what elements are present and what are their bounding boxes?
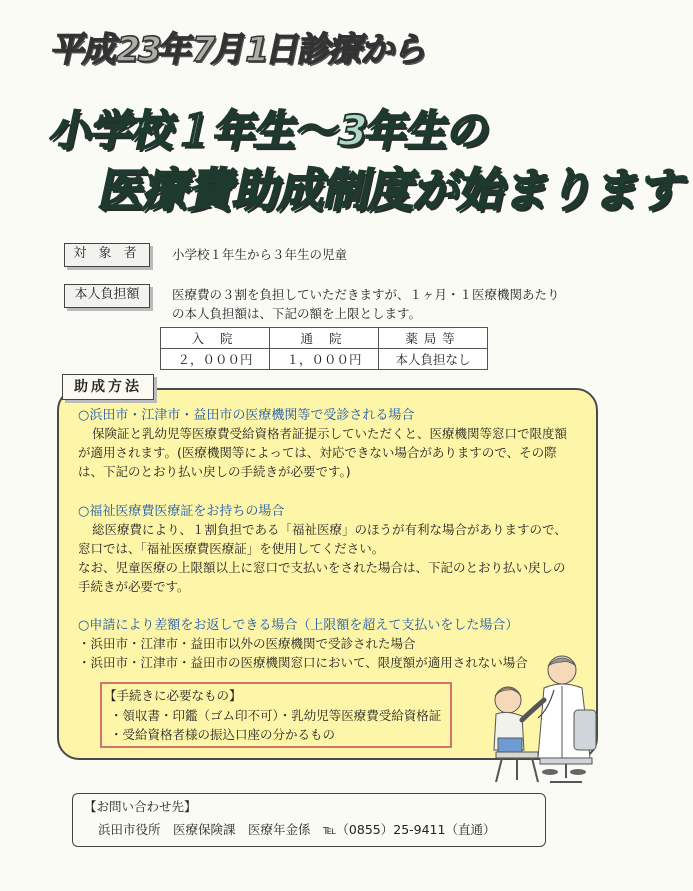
- section-2-line-3: なお、児童医療の上限額以上に窓口で支払いをされた場合は、下記のとおり払い戻しの: [78, 560, 566, 575]
- target-text: 小学校１年生から３年生の児童: [172, 247, 348, 262]
- requirements-line-2: ・受給資格者様の振込口座の分かるもの: [110, 727, 336, 742]
- burden-label: 本人負担額: [64, 284, 150, 308]
- headline-line-2: 医療費助成制度が始まります: [94, 163, 692, 217]
- date-title: 平成23年7月1日診療から: [47, 30, 431, 70]
- method-label: 助成方法: [62, 374, 154, 400]
- burden-text-line-2: の本人負担額は、下記の額を上限とします。: [172, 306, 422, 321]
- section-1-line-1: 保険証と乳幼児等医療費受給資格者証提示していただくと、医療機関等窓口で限度額: [92, 426, 568, 441]
- section-1-title: ○浜田市・江津市・益田市の医療機関等で受診される場合: [78, 408, 415, 423]
- section-2-title: ○福祉医療費医療証をお持ちの場合: [78, 504, 285, 519]
- header-pharmacy: 薬局等: [379, 328, 488, 349]
- requirements-title: 【手続きに必要なもの】: [104, 688, 242, 703]
- section-3-line-1: ・浜田市・江津市・益田市以外の医療機関で受診された場合: [78, 636, 416, 651]
- header-inpatient: 入 院: [161, 328, 270, 349]
- contact-title: 【お問い合わせ先】: [84, 799, 197, 814]
- value-pharmacy: 本人負担なし: [379, 349, 488, 370]
- section-3-line-2: ・浜田市・江津市・益田市の医療機関窓口において、限度額が適用されない場合: [78, 655, 528, 670]
- section-1-line-2: が適用されます。(医療機関等によっては、対応できない場合がありますので、その際: [78, 445, 557, 460]
- section-2-line-1: 総医療費により、１割負担である「福祉医療」のほうが有利な場合がありますので、: [92, 522, 567, 537]
- value-outpatient: １，０００円: [270, 349, 379, 370]
- contact-line: 浜田市役所 医療保険課 医療年金係 ℡（0855）25-9411（直通）: [98, 822, 496, 837]
- section-2-line-4: 手続きが必要です。: [78, 579, 190, 594]
- target-label: 対 象 者: [64, 243, 150, 267]
- header-outpatient: 通 院: [270, 328, 379, 349]
- section-2-line-2: 窓口では、「福祉医療費医療証」を使用してください。: [78, 541, 385, 556]
- doctor-and-child-illustration: [478, 640, 608, 790]
- section-3-title: ○申請により差額をお返しできる場合（上限額を超えて支払いをした場合）: [78, 618, 519, 633]
- value-inpatient: ２，０００円: [161, 349, 270, 370]
- burden-text-line-1: 医療費の３割を負担していただきますが、１ヶ月・１医療機関あたり: [172, 287, 560, 302]
- burden-table: [160, 327, 488, 370]
- requirements-line-1: ・領収書・印鑑（ゴム印不可）・乳幼児等医療費受給資格証: [110, 708, 442, 723]
- headline-line-1: 小学校１年生〜3年生の: [45, 106, 495, 155]
- section-1-line-3: は、下記のとおり払い戻しの手続きが必要です。): [78, 464, 351, 479]
